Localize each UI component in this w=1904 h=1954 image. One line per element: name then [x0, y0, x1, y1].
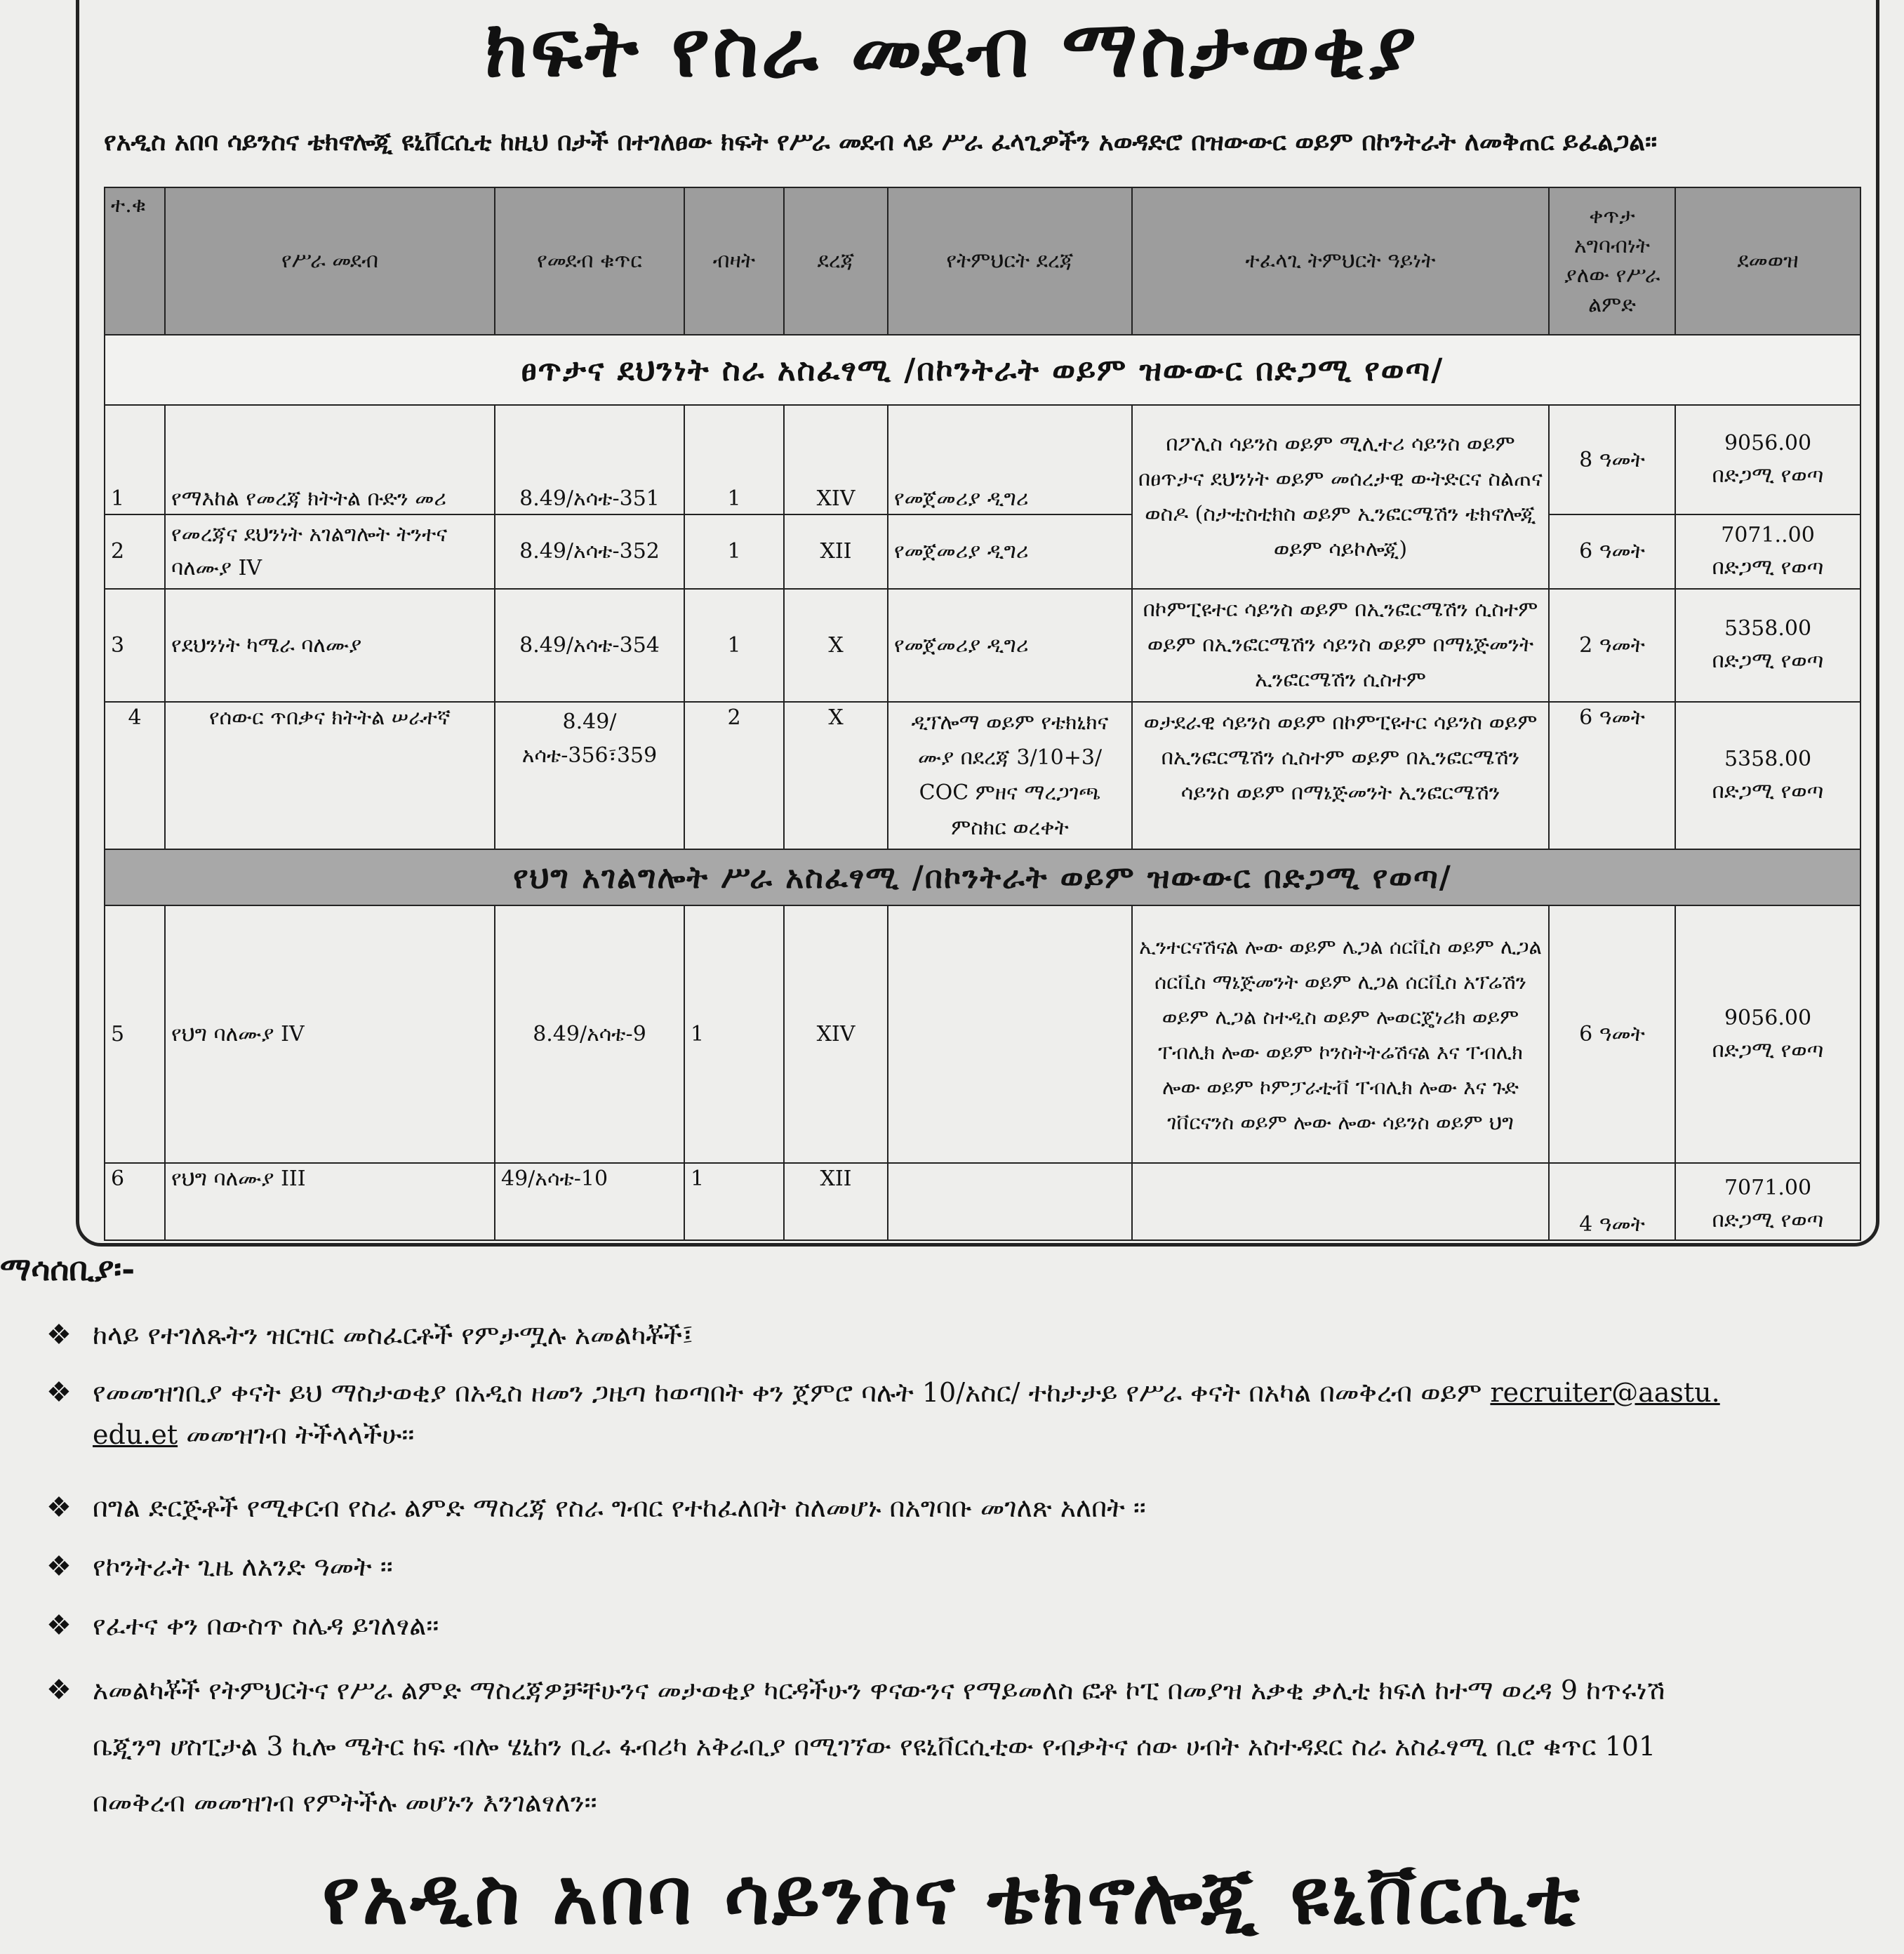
salary-amount: 5358.00 [1724, 616, 1812, 642]
cell-experience: 6 ዓመት [1549, 905, 1675, 1162]
cell-position: የህግ ባለሙያ III [165, 1163, 495, 1240]
note-line: ቤጂንግ ሆስፒታል 3 ኪሎ ሜትር ከፍ ብሎ ሄኒከን ቢራ ፋብሪካ አቅራቢያ በሚገኘው የዩኒቨርሲቲው የብቃትና ሰው ሀብት አስተዳደር ስራ አስፈፃሚ ቢሮ ቁጥር 101 [93, 1731, 1656, 1762]
intro-text: የአዲስ አበባ ሳይንስና ቴክኖሎጂ ዩኒቨርሲቲ ከዚህ በታች በተገለፀው ክፍት የሥራ መደብ ላይ ሥራ ፈላጊዎችን አወዳድሮ በዝውውር ወይም በኮንትራት ለመቅጠር ይፈልጋል፡፡ [104, 127, 1658, 157]
section-security-row [105, 335, 1860, 405]
university-name: የአዲስ አበባ ሳይንስና ቴክኖሎጂ ዩኒቨርሲቲ [321, 1851, 1583, 1941]
cell-code: 8.49/አሳቴ-354 [495, 589, 684, 701]
salary-note: በድጋሚ የወጣ [1712, 778, 1824, 804]
section-legal-row [105, 849, 1860, 905]
header-grade: ደረጃ [784, 187, 888, 335]
cell-code: 8.49/አሳቴ-352 [495, 514, 684, 589]
cell-edu: የመጀመሪያ ዲግሪ [888, 514, 1132, 589]
cell-count: 1 [684, 589, 784, 701]
header-salary: ደመወዝ [1675, 187, 1860, 335]
cell-code: 8.49/አሳቴ-351 [495, 405, 684, 514]
table-row [105, 405, 1860, 514]
cell-no: 2 [105, 514, 165, 589]
note-item [46, 1662, 1871, 1837]
salary-note: በድጋሚ የወጣ [1712, 649, 1824, 674]
cell-count: 1 [684, 1163, 784, 1240]
header-edu-level: የትምህርት ደረጃ [888, 187, 1132, 335]
cell-salary [1675, 405, 1860, 514]
cell-grade: XII [784, 1163, 888, 1240]
cell-field [1132, 1163, 1549, 1240]
recruiter-email-link-cont[interactable] [93, 1419, 178, 1450]
salary-note: በድጋሚ የወጣ [1712, 1208, 1824, 1232]
cell-no: 4 [105, 702, 165, 850]
cell-grade: XII [784, 514, 888, 589]
cell-count: 1 [684, 514, 784, 589]
email-part2: edu.et [93, 1419, 178, 1450]
cell-count: 1 [684, 405, 784, 514]
cell-no: 1 [105, 405, 165, 514]
cell-experience: 4 ዓመት [1549, 1163, 1675, 1240]
salary-amount: 7071..00 [1721, 522, 1815, 547]
table-row [105, 589, 1860, 701]
header-field: ተፈላጊ ትምህርት ዓይነት [1132, 187, 1549, 335]
salary-note: በድጋሚ የወጣ [1712, 1037, 1824, 1063]
cell-experience: 6 ዓመት [1549, 514, 1675, 589]
cell-experience: 2 ዓመት [1549, 589, 1675, 701]
cell-position: የህግ ባለሙያ IV [165, 905, 495, 1162]
cell-count: 1 [684, 905, 784, 1162]
notes-title: ማሳሰቢያ፡- [0, 1250, 135, 1288]
cell-salary [1675, 1163, 1860, 1240]
table-header-row [105, 187, 1860, 335]
cell-grade: XIV [784, 905, 888, 1162]
salary-amount: 5358.00 [1724, 746, 1812, 771]
cell-field: ወታደራዊ ሳይንስ ወይም በኮምፒዩተር ሳይንስ ወይም በኢንፎርሜሽን ሲስተም ወይም በኢንፎርሜሽን ሳይንስ ወይም በማኔጅመንት ኢንፎርሜሽን [1132, 702, 1549, 850]
salary-note: በድጋሚ የወጣ [1712, 554, 1824, 580]
diamond-bullet-icon: ❖ [46, 1376, 72, 1409]
note-item [46, 1371, 1871, 1463]
cell-edu [888, 1163, 1132, 1240]
cell-no: 3 [105, 589, 165, 701]
cell-count: 2 [684, 702, 784, 850]
section-security-title: ፀጥታና ደህንነት ስራ አስፈፃሚ /በኮንትራት ወይም ዝውውር በድጋሚ የወጣ/ [105, 335, 1860, 405]
recruiter-email-link[interactable] [1490, 1377, 1719, 1408]
cell-field: ኢንተርናሽናል ሎው ወይም ሌጋል ሰርቪስ ወይም ሊጋል ሰርቪስ ማኔጅመንት ወይም ሊጋል ሰርቪስ አፕሬሽን ወይም ሊጋል ስተዲስ ወይም ሎወርጄነሪክ ወይም ፐብሊክ ሎው ወይም ኮንስትትሬሽናል እና ፐብሊክ ሎው ወይም ኮምፓራቲቭ ፐብሊክ ሎው እና ጉድ ገቨርናንስ ወይም ሎው ሎው ሳይንስ ወይም ህግ [1132, 905, 1549, 1162]
table-row [105, 702, 1860, 850]
salary-amount: 9056.00 [1724, 431, 1812, 456]
cell-position: የማእከል የመረጃ ክትትል ቡድን መሪ [165, 405, 495, 514]
header-no: ተ.ቁ [105, 187, 165, 335]
header-position: የሥራ መደብ [165, 187, 495, 335]
note-registration-text: የመመዝገቢያ ቀናት ይህ ማስታወቂያ በአዲስ ዘመን ጋዜጣ ከወጣበት ቀን ጀምሮ ባሉት 10/አስር/ ተከታታይ የሥራ ቀናት በአካል በመቅረብ ወይም [93, 1377, 1482, 1408]
cell-field: በኮምፒዩተር ሳይንስ ወይም በኢንፎርሜሽን ሲስተም ወይም በኢንፎርሜሽን ሳይንስ ወይም በማኔጅመንት ኢንፎርሜሽን ሲስተም [1132, 589, 1549, 701]
cell-field: በፖሊስ ሳይንስ ወይም ሚሊተሪ ሳይንስ ወይም በፀጥታና ደህንነት ወይም መሰረታዊ ውትድርና ስልጠና ወስዶ (ስታቲስቲክስ ወይም ኢንፎርሜሽን ቴክኖሎጂ ወይም ሳይኮሎጂ) [1132, 405, 1549, 589]
cell-code: 8.49/አሳቴ-9 [495, 905, 684, 1162]
diamond-bullet-icon: ❖ [46, 1609, 72, 1642]
cell-grade: X [784, 702, 888, 850]
cell-no: 6 [105, 1163, 165, 1240]
cell-no: 5 [105, 905, 165, 1162]
cell-position: የደህንነት ካሜራ ባለሙያ [165, 589, 495, 701]
diamond-bullet-icon: ❖ [46, 1319, 72, 1351]
note-text: ከላይ የተገለጹትን ዝርዝር መስፈርቶች የምታሟሉ አመልካቾች፤ [93, 1320, 693, 1350]
ad-title: ክፍት የስራ መደብ ማስታወቂያ [485, 3, 1419, 95]
note-text: የፈተና ቀን በውስጥ ስሌዳ ይገለፃል፡፡ [93, 1610, 439, 1641]
cell-edu [888, 905, 1132, 1162]
table-row [105, 514, 1860, 589]
vacancy-table [104, 187, 1861, 1241]
cell-experience: 6 ዓመት [1549, 702, 1675, 850]
cell-salary [1675, 905, 1860, 1162]
note-text: በግል ድርጅቶች የሚቀርብ የስራ ልምድ ማስረጃ የስራ ግብር የተከፈለበት ስለመሆኑ በአግባቡ መገለጽ አለበት ፡፡ [93, 1492, 1146, 1523]
diamond-bullet-icon: ❖ [46, 1674, 72, 1706]
diamond-bullet-icon: ❖ [46, 1491, 72, 1524]
cell-edu: ዲፕሎማ ወይም የቴክኒክና ሙያ በደረጃ 3/10+3/ COC ምዘና ማረጋገጫ ምስክር ወረቀት [888, 702, 1132, 850]
cell-grade: X [784, 589, 888, 701]
cell-code: 8.49/አሳቴ-356፣359 [495, 702, 684, 850]
cell-edu: የመጀመሪያ ዲግሪ [888, 589, 1132, 701]
email-part1: recruiter@aastu. [1490, 1377, 1720, 1408]
header-experience: ቀጥታ አግባብነት ያለው የሥራ ልምድ [1549, 187, 1675, 335]
note-registration-tail: መመዝገብ ትችላላችሁ፡፡ [186, 1419, 415, 1450]
cell-salary [1675, 514, 1860, 589]
salary-amount: 9056.00 [1724, 1005, 1812, 1030]
note-text [93, 1662, 1896, 1830]
note-text: የኮንትራት ጊዜ ለአንድ ዓመት ፡፡ [93, 1551, 393, 1582]
cell-grade: XIV [784, 405, 888, 514]
header-count: ብዛት [684, 187, 784, 335]
cell-experience: 8 ዓመት [1549, 405, 1675, 514]
cell-code: 49/አሳቴ-10 [495, 1163, 684, 1240]
cell-salary [1675, 589, 1860, 701]
note-text [93, 1371, 1896, 1456]
table-row [105, 905, 1860, 1162]
cell-salary [1675, 702, 1860, 850]
note-line: አመልካቾች የትምህርትና የሥራ ልምድ ማስረጃዎቻቸሁንና መታወቂያ ካርዳችሁን ዋናውንና የማይመለስ ፎቶ ኮፒ በመያዝ አቃቂ ቃሊቲ ክፍለ ከተማ ወረዳ 9 ከጥሩነሽ [93, 1675, 1665, 1706]
header-code: የመደብ ቁጥር [495, 187, 684, 335]
cell-edu: የመጀመሪያ ዲግሪ [888, 405, 1132, 514]
table-row [105, 1163, 1860, 1240]
note-line: በመቅረብ መመዝገብ የምትችሉ መሆኑን እንገልፃለን፡፡ [93, 1787, 597, 1818]
cell-position: የሰውር ጥበቃና ክትትል ሠራተኛ [165, 702, 495, 850]
salary-note: በድጋሚ የወጣ [1712, 463, 1824, 488]
section-legal-title: የህግ አገልግሎት ሥራ አስፈፃሚ /በኮንትራት ወይም ዝውውር በድጋሚ የወጣ/ [105, 849, 1860, 905]
diamond-bullet-icon: ❖ [46, 1550, 72, 1583]
salary-amount: 7071.00 [1724, 1176, 1812, 1200]
cell-position: የመረጃና ደህንነት አገልግሎት ትንተና ባለሙያ IV [165, 514, 495, 589]
